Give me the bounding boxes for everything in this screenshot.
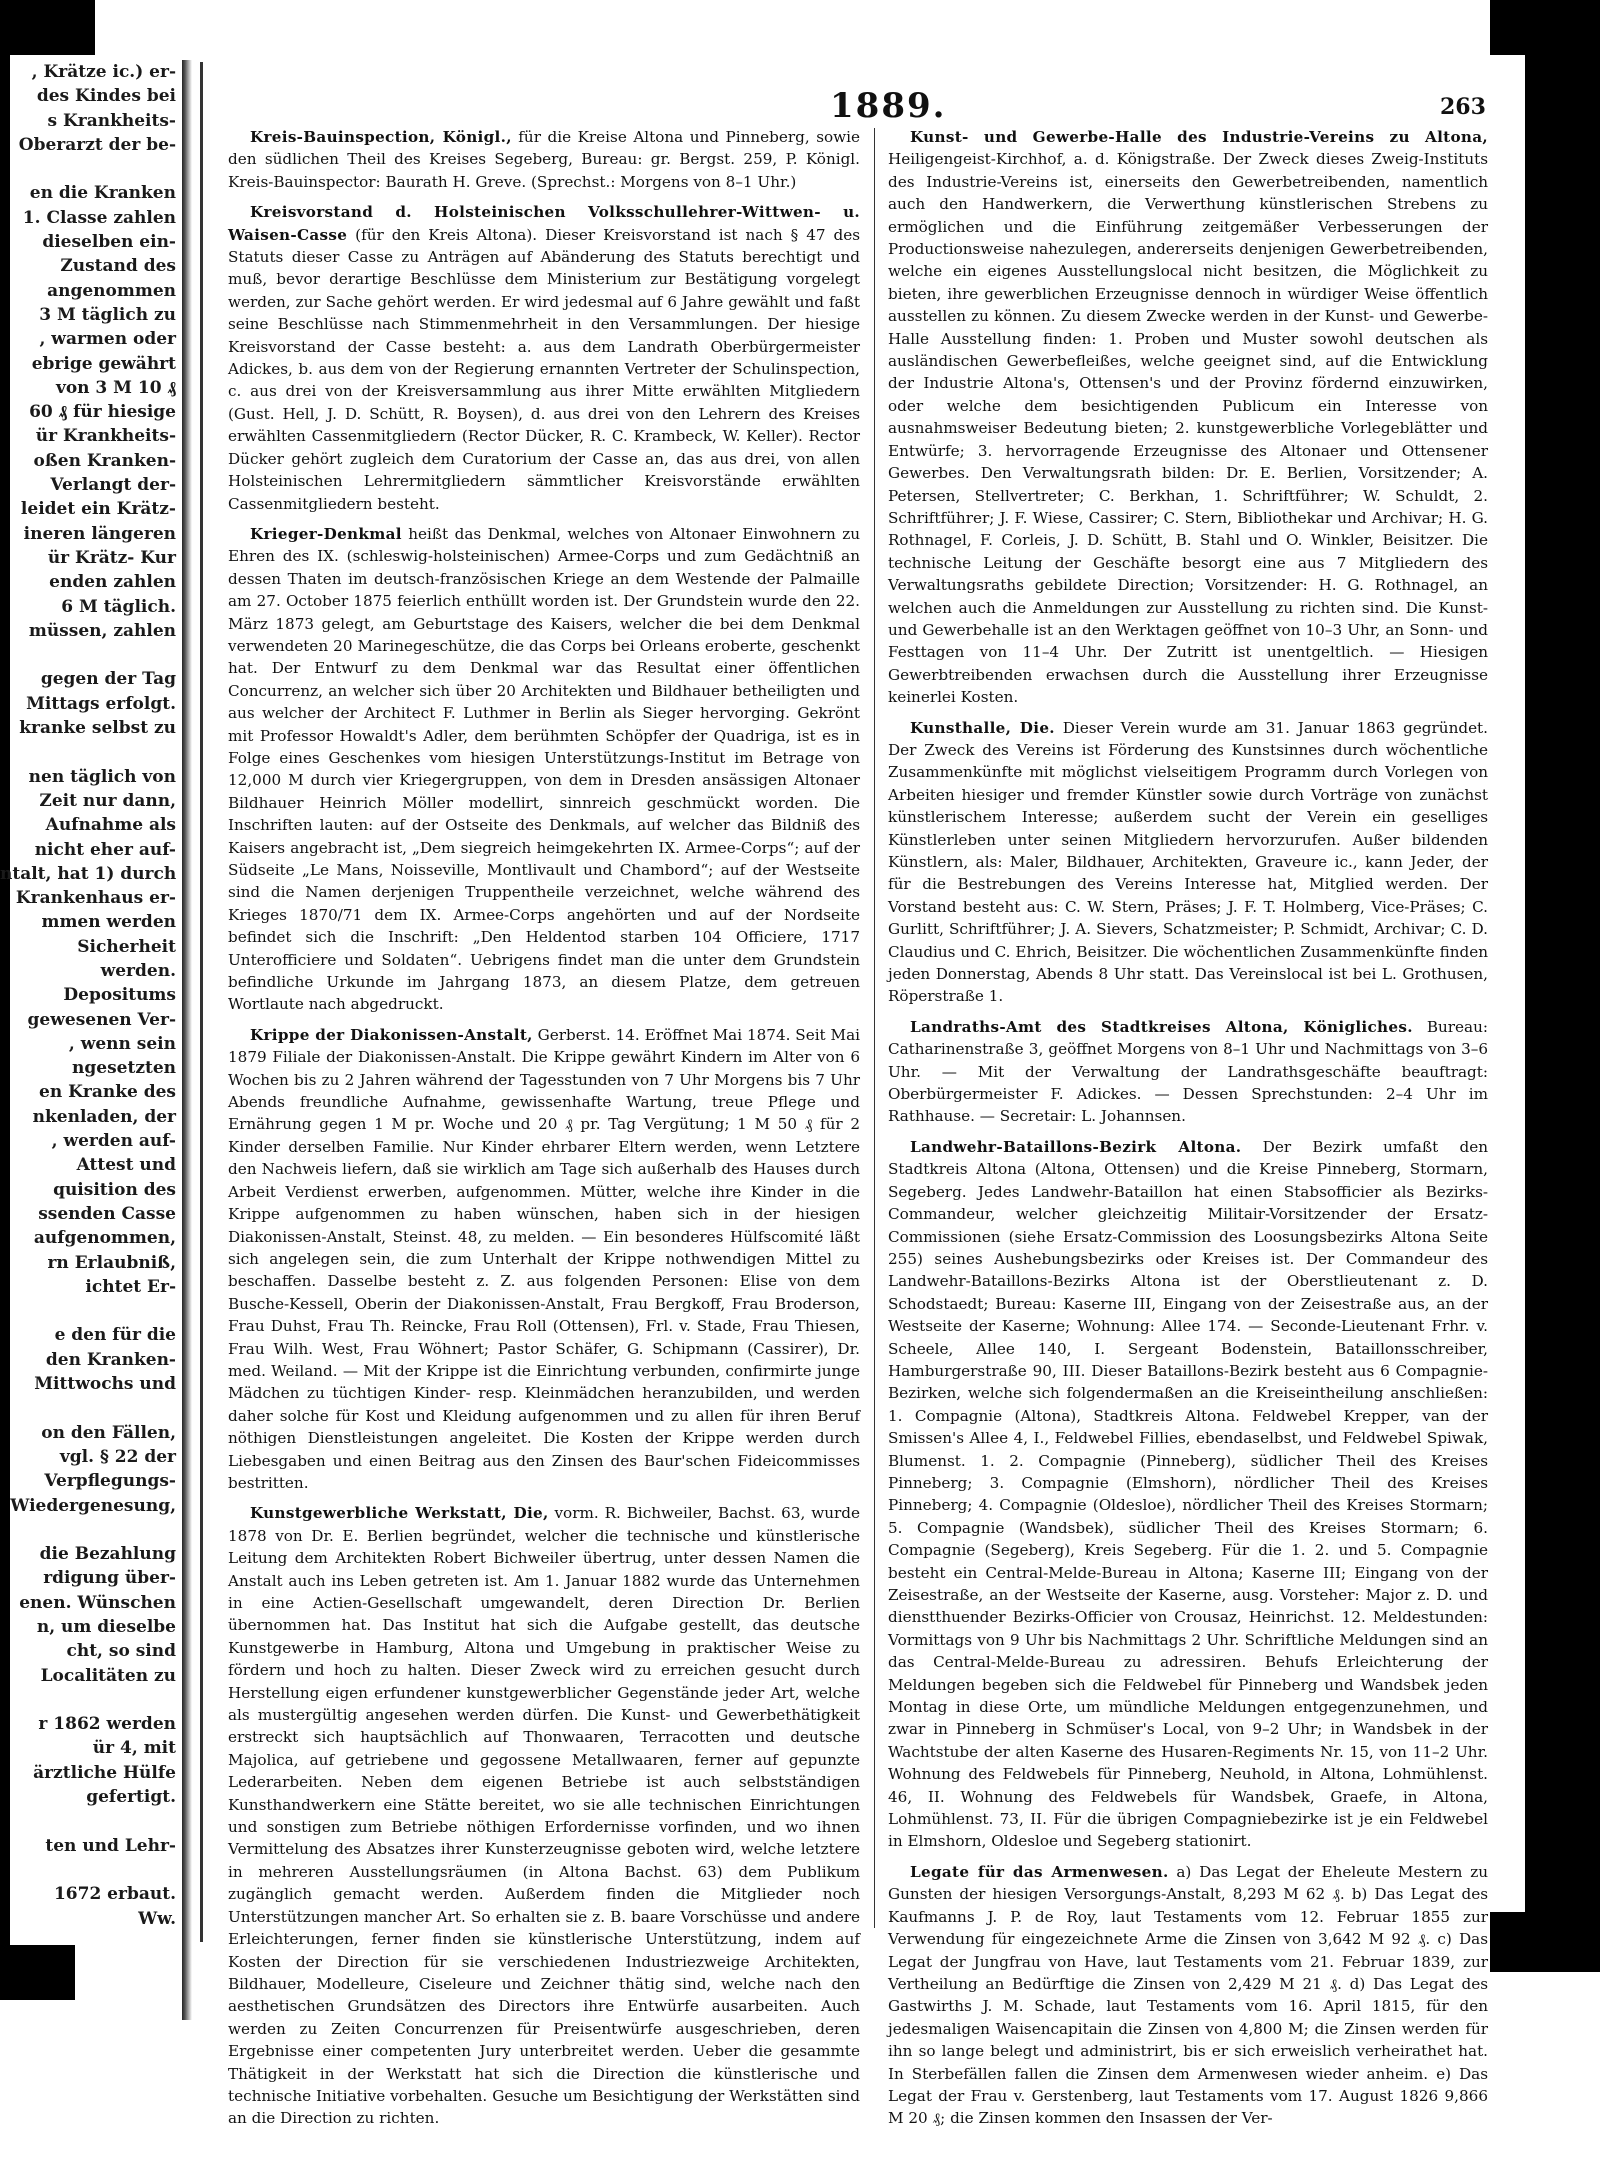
fragment-line: ineren längeren [23,523,176,544]
fragment-line: Mittwochs und [34,1374,176,1395]
fragment-line: ür Krankheits- [35,426,176,447]
fragment-line: en Kranke des [39,1082,176,1103]
entry-text: Gerberst. 14. Eröffnet Mai 1874. Seit Mai 1879 Filiale der Diakonissen-Anstalt. Die Krippe gewährt Kindern im Alter von 6 Wochen bis zu 2 Jahren während der Tagesstunden von 7 Uhr Morgens bis 7 Uhr Abends freundliche Aufnahme, gewissenhafte Wartung, treue Pflege und Ernährung gegen 1 M pr. Woche und 20 ₰ pr. Tag Vergütung; 1 M 50 ₰ für 2 Kinder derselben Familie. Nur Kinder ehrbarer Eltern werden, wenn Letztere den Nachweis liefern, daß sie wirklich am Tage sich außerhalb des Hauses durch Arbeit Verdienst erwerben, aufgenommen. Mütter, welche ihre Kinder in die Krippe aufgenommen zu haben wünschen, haben sich in der hiesigen Diakonissen-Anstalt, Steinst. 48, zu melden. — Ein besonderes Hülfscomité läßt sich angelegen sein, die zum Unterhalt der Krippe nothwendigen Mittel zu beschaffen. Dasselbe besteht z. Z. aus folgenden Personen: Elise von dem Busche-Kessell, Oberin der Diakonissen-Anstalt, Frau Bergkoff, Frau Broderson, Frau Duhst, Frau Th. Reincke, Frau Roll (Ottensen), Frl. v. Stade, Frau Thiesen, Frau Wilh. West, Frau Wöhnert; Pastor Schäfer, G. Schipmann (Cassirer), Dr. med. Weiland. — Mit der Krippe ist die Einrichtung verbunden, confirmirte junge Mädchen zu tüchtigen Kinder- resp. Kleinmädchen heranzubilden, und werden daher solche für Kost und Kleidung aufgenommen und zu allen für ihren Beruf nöthigen Dienstleistungen angeleitet. Die Kosten der Krippe werden durch Liebesgaben und einen Beitrag aus den Zinsen des Baur'schen Fideicommisses bestritten. [228,1025,860,1492]
fragment-line: s Krankheits- [47,110,176,131]
fragment-line: vgl. § 22 der [59,1446,176,1467]
fragment-line: Sicherheit [77,936,176,957]
page-header-year: 1889. [830,86,947,126]
page-number: 263 [1440,94,1486,120]
entry-text: Heiligengeist-Kirchhof, a. d. Königstraße. Der Zweck dieses Zweig-Instituts des Industrie-Vereins ist, einerseits den Gewerbetreibenden, namentlich auch den Handwerkern, die Verwerthung künstlerischen Strebens zu ermöglichen und die Einführung zeitgemäßer Verbesserungen der Productionsweise nahezulegen, andererseits denjenigen Gewerbetreibenden, welche ein eigenes Ausstellungslocal nicht besitzen, die Möglichkeit zu bieten, ihre gewerblichen Erzeugnisse dennoch in würdiger Weise öffentlich ausstellen zu können. Zu diesem Zwecke werden in der Kunst- und Gewerbe-Halle Ausstellung finden: 1. Proben und Muster sowohl deutschen als ausländischen Gewerbefleißes, welche geeignet sind, auf die Entwicklung der Industrie Altona's, Ottensen's und der Provinz fördernd einzuwirken, oder welche dem besichtigenden Publicum ein Interesse von ausnahmsweiser Bedeutung bieten; 2. kunstgewerbliche Vorlegeblätter und Entwürfe; 3. hervorragende Erzeugnisse des Altonaer und Ottensener Gewerbes. Den Verwaltungsrath bilden: Dr. E. Berlien, Vorsitzender; A. Petersen, Stellvertreter; C. Berkhan, 1. Schriftführer; W. Schuldt, 2. Schriftführer; J. F. Wiese, Cassirer; C. Stern, Bibliothekar und Archivar; H. G. Rothnagel, F. Corleis, J. D. Schütt, B. Stahl und O. Winkler, Beisitzer. Die technische Leitung der Geschäfte besorgt eine aus 7 Mitgliedern des Verwaltungsraths gebildete Direction; Vorsitzender: H. G. Rothnagel, an welchen auch die Anmeldungen zur Ausstellung zu richten sind. Die Kunst- und Gewerbehalle ist an den Werktagen geöffnet von 10–3 Uhr, an Sonn- und Festtagen von 11–4 Uhr. Der Zutritt ist unentgeltlich. — Hiesigen Gewerbtreibenden erwachsen durch die Ausstellung ihrer Erzeugnisse keinerlei Kosten. [888,150,1488,707]
fragment-line: werden. [100,960,176,981]
fragment-line: den Kranken- [45,1349,176,1370]
entry-heading: Krippe der Diakonissen-Anstalt, [250,1025,533,1044]
fragment-line: enen. Wünschen [19,1592,176,1613]
fragment-line [0,1809,178,1833]
entry-text: Der Bezirk umfaßt den Stadtkreis Altona (Altona, Ottensen) und die Kreise Pinneberg, Stormarn, Segeberg. Jedes Landwehr-Bataillon hat einen Stabsofficier als Bezirks-Commandeur, welcher gleichzeitig Militair-Vorsitzender der Ersatz-Commissionen (siehe Ersatz-Commission des Loosungsbezirks Altona Seite 255) seines Aushebungsbezirks oder Kreises ist. Der Commandeur des Landwehr-Bataillons-Bezirks Altona ist der Oberstlieutenant z. D. Schodstaedt; Bureau: Kaserne III, Eingang von der Zeisestraße aus, an der Westseite der Kaserne; Wohnung: Allee 174. — Seconde-Lieutenant Frhr. v. Scheele, Allee 140, I. Sergeant Bodenstein, Bataillonsschreiber, Hamburgerstraße 90, III. Dieser Bataillons-Bezirk besteht aus 6 Compagnie-Bezirken, welche sich folgendermaßen an die Kreiseintheilung anschließen: 1. Compagnie (Altona), Stadtkreis Altona. Feldwebel Krepper, van der Smissen's Allee 4, I., Feldwebel Fillies, ebendaselbst, und Feldwebel Spiwak, Blumenst. 1. 2. Compagnie (Pinneberg), südlicher Theil des Kreises Pinneberg; 3. Compagnie (Elmshorn), nördlicher Theil des Kreises Pinneberg; 4. Compagnie (Oldesloe), nördlicher Theil des Kreises Stormarn; 5. Compagnie (Wandsbek), südlicher Theil des Kreises Stormarn; 6. Compagnie (Segeberg), Kreis Segeberg. Für die 1. 2. und 5. Compagnie besteht ein Central-Melde-Bureau in Altona; Kaserne III; Eingang von der Zeisestraße, an der Westseite der Kaserne, ausg. Vorsteher: Major z. D. und dienstthuender Bezirks-Officier von Crousaz, Heinrichst. 12. Meldestunden: Vormittags von 9 Uhr bis Nachmittags 2 Uhr. Schriftliche Meldungen sind an das Central-Melde-Bureau zu adressiren. Behufs Erleichterung der Meldungen begeben sich die Feldwebel für Pinneberg und Wandsbek jeden Montag in diese Orte, um mündliche Meldungen entgegenzunehmen, und zwar in Pinneberg in Schmüser's Local, von 9–2 Uhr; in Wandsbek in der Wachtstube der alten Kaserne des Husaren-Regiments Nr. 15, von 11–2 Uhr. Wohnung des Feldwebels für Pinneberg, Neuhold, in Altona, Lohmühlenst. 46, II. Wohnung des Feldwebels für Wandsbek, Graefe, in Altona, Lohmühlenst. 73, II. Für die übrigen Compagniebezirke ist je ein Feldwebel in Elmshorn, Oldesloe und Segeberg stationirt. [888,1137,1489,1851]
fragment-line: on den Fällen, [41,1422,176,1443]
fragment-line: , warmen oder [39,329,176,350]
fragment-line: rdigung über- [43,1568,176,1589]
fragment-line: enden zahlen [49,572,176,593]
fragment-line: Krankenhaus er- [15,888,176,909]
entry-heading: Legate für das Armenwesen. [910,1862,1169,1881]
entry-heading: Kunstgewerbliche Werkstatt, Die, [250,1504,549,1523]
fragment-line: gefertigt. [86,1787,176,1808]
fragment-line [0,1858,178,1882]
fragment-line: die Bezahlung [39,1544,176,1565]
fragment-line: dieselben ein- [42,232,176,253]
fragment-line: ten und Lehr- [45,1835,176,1856]
fragment-line: Zeit nur dann, [39,790,176,811]
fragment-line: nicht eher auf- [34,839,176,860]
directory-entry [888,1136,1488,1853]
fragment-line: Ww. [138,1908,176,1929]
entry-text: für die Kreise Altona und Pinneberg, sowie den südlichen Theil des Kreises Segeberg, Bureau: gr. Bergst. 259, P. Königl. Kreis-Bauinspector: Baurath H. Greve. (Sprechst.: Morgens von 8–1 Uhr.) [228,128,860,191]
column-divider [874,128,875,1928]
fragment-line: Oberarzt der be- [18,134,176,155]
gutter-rule [200,62,203,1942]
previous-page-fragment [0,60,178,1929]
fragment-line: ür 4, mit [92,1738,176,1759]
directory-entry [228,1502,860,2129]
fragment-line [0,1518,178,1542]
fragment-line: gegen der Tag [40,669,176,690]
entry-heading: Kunsthalle, Die. [910,718,1055,737]
fragment-line: quisition des [53,1179,176,1200]
fragment-line: ichtet Er- [85,1276,176,1297]
fragment-line: 6 M täglich. [61,596,176,617]
left-column [228,126,860,2138]
directory-entry [228,201,860,515]
fragment-line: ür Krätz- Kur [47,547,176,568]
directory-entry [888,1016,1488,1128]
fragment-line [0,643,178,667]
fragment-line: nkenladen, der [32,1106,176,1127]
fragment-line [0,1688,178,1712]
book-gutter [182,60,192,2020]
fragment-line: r 1862 werden [38,1714,176,1735]
fragment-line: leidet ein Krätz- [20,499,176,520]
fragment-line: , Krätze ic.) er- [31,62,176,82]
entry-text: a) Das Legat der Eheleute Mestern zu Gunsten der hiesigen Versorgungs-Anstalt, 8,293 M 62 ₰. b) Das Legat des Kaufmanns J. P. de Roy, laut Testaments vom 12. Februar 1855 zur Verwendung für eingezeichnete Arme die Zinsen von 3,642 M 92 ₰. c) Das Legat der Jungfrau von Have, laut Testaments vom 21. Februar 1839, zur Vertheilung an Bedürftige die Zinsen von 2,429 M 21 ₰. d) Das Legat des Gastwirths J. M. Schade, laut Testaments vom 16. April 1815, für den jedesmaligen Waisencapitain die Zinsen von 4,800 M; die Zinsen werden für ihn so lange belegt und administrirt, bis er sich erweislich verheirathet hat. In Sterbefällen fallen die Zinsen dem Armenwesen wieder anheim. e) Das Legat der Frau v. Gerstenberg, laut Testaments vom 17. August 1826 9,866 M 20 ₰; die Zinsen kommen den Insassen der Ver- [888,1862,1488,2128]
fragment-line: angenommen [47,280,176,301]
fragment-line: e den für die [54,1325,176,1346]
fragment-line: Zustand des [60,256,176,277]
entry-heading: Kreis-Bauinspection, Königl., [250,128,512,146]
fragment-line: Verpflegungs- [44,1471,176,1492]
fragment-line: en die Kranken [29,183,176,204]
entry-text: Dieser Verein wurde am 31. Januar 1863 gegründet. Der Zweck des Vereins ist Förderung des Kunstsinnes durch wöchentliche Zusammenkünfte mit möglichst vielseitigem Programm durch Vorlegen von Arbeiten hiesiger und fremder Künstler sowie durch Vorträge von zunächst künstlerischem Interesse; außerdem sucht der Verein ein geselliges Künstlerleben unter seinen Mitgliedern hervorzurufen. Außer bildenden Künstlern, als: Maler, Bildhauer, Architekten, Graveure ic., kann Jeder, der für die Bestrebungen des Vereins Interesse hat, Mitglied werden. Der Vorstand besteht aus: C. W. Stern, Präses; J. F. T. Holmberg, Vice-Präses; C. Gurlitt, Schriftführer; J. A. Sievers, Schatzmeister; P. Schmidt, Archivar; C. D. Claudius und C. Ehrich, Beisitzer. Die wöchentlichen Zusammenkünfte finden jeden Donnerstag, Abends 8 Uhr statt. Das Vereinslocal ist bei L. Grothusen, Röperstraße 1. [888,718,1488,1006]
fragment-line: n, um dieselbe [36,1617,176,1637]
fragment-line: oßen Kranken- [33,450,176,471]
entry-heading: Landwehr-Bataillons-Bezirk Altona. [910,1137,1242,1156]
entry-heading: Krieger-Denkmal [250,524,402,543]
fragment-line: Depositums [63,985,176,1006]
fragment-line: aufgenommen, [33,1228,176,1249]
fragment-line: gewesenen Ver- [27,1009,176,1030]
fragment-line: 1. Classe zahlen [22,207,176,228]
right-column [888,126,1488,2138]
directory-entry [888,717,1488,1008]
fragment-line: mmen werden [41,912,176,933]
directory-entry [888,1861,1488,2130]
entry-text: (für den Kreis Altona). Dieser Kreisvorstand ist nach § 47 des Statuts dieser Casse zu Anträgen auf Abänderung des Statuts berechtigt und muß, bevor derartige Beschlüsse dem Ministerium zur Bestätigung vorgelegt werden, zur Sache gehört werden. Er wird jedesmal auf 6 Jahre gewählt und faßt seine Beschlüsse nach Stimmenmehrheit in den Versammlungen. Der hiesige Kreisvorstand der Casse besteht: a. aus dem Landrath Oberbürgermeister Adickes, b. aus dem von der Regierung ernannten Vertreter der Schulinspection, c. aus drei von der Kreisversammlung aus ihrer Mitte erwählten Mitgliedern (Gust. Hell, J. D. Schütt, R. Boysen), d. aus drei von den Lehrern des Kreises erwählten Cassenmitgliedern (Rector Dücker, R. C. Krambeck, W. Keller). Rector Dücker gehört zugleich dem Curatorium der Casse an, das aus drei, von allen Holsteinischen Lehrermitgliedern sämmtlicher Kreisvorstände erwählten Cassenmitgliedern besteht. [228,225,860,513]
fragment-line: , werden auf- [51,1131,176,1152]
fragment-line: ntalt, hat 1) durch [0,863,177,884]
directory-entry [888,126,1488,709]
entry-heading: Landraths-Amt des Stadtkreises Altona, Königliches. [910,1017,1413,1036]
directory-entry [228,1024,860,1495]
fragment-line [0,1299,178,1323]
fragment-line: ssenden Casse [38,1203,176,1224]
entry-text: heißt das Denkmal, welches von Altonaer Einwohnern zu Ehren des IX. (schleswig-holsteinischen) Armee-Corps und zum Gedächtniß an dessen Thaten im deutsch-französischen Kriege an dem Westende der Palmaille am 27. October 1875 feierlich enthüllt worden ist. Der Grundstein wurde den 22. März 1873 gelegt, am Geburtstage des Kaisers, welcher die bei dem Denkmal verwendeten 20 Marinegeschütze, die das Corps bei Orleans eroberte, geschenkt hat. Der Entwurf zu dem Denkmal war das Resultat einer öffentlichen Concurrenz, an welcher sich über 20 Architekten und Bildhauer betheiligten und aus welcher der Architect F. Luthmer in Berlin als Sieger hervorging. Gekrönt mit Professor Howaldt's Adler, dem berühmten Schöpfer der Quadriga, ist es in Folge eines Geschenkes vom hiesigen Unterstützungs-Institut im Betrage von 12,000 M durch vier Kriegergruppen, von dem in Dresden ansässigen Altonaer Bildhauer Heinrich Möller modellirt, sinnreich geschmückt worden. Die Inschriften lauten: auf der Ostseite des Denkmals, auf welcher das Bildniß des Kaisers angebracht ist, „Dem siegreich heimgekehrten IX. Armee-Corps“; auf der Südseite „Le Mans, Noisseville, Montlivault und Chambord“; auf der Westseite sind die Namen derjenigen Truppentheile verzeichnet, welche während des Krieges 1870/71 dem IX. Armee-Corps angehörten und auf der Nordseite befindet sich die Inschrift: „Den Heldentod starben 104 Officiere, 1717 Unterofficiere und Soldaten“. Uebrigens findet man die unter dem Grundstein befindliche Urkunde im Jahrgang 1873, an diesem Platze, dem getreuen Wortlaute nach abgedruckt. [228,524,860,1014]
fragment-line: cht, so sind [66,1641,176,1662]
fragment-line [0,1396,178,1420]
fragment-line: Mittags erfolgt. [26,693,176,714]
fragment-line [0,740,178,764]
entry-heading: Kreisvorstand d. Holsteinischen Volksschullehrer-Wittwen- u. Waisen-Casse [228,203,860,244]
entry-text: Bureau: Catharinenstraße 3, geöffnet Morgens von 8–1 Uhr und Nachmittags von 3–6 Uhr. — Mit der Verwaltung der Landrathsgeschäfte beauftragt: Oberbürgermeister F. Adickes. — Dessen Sprechstunden: 2–4 Uhr im Rathhause. — Secretair: L. Johannsen. [888,1017,1488,1126]
fragment-line: ngesetzten [72,1058,176,1079]
fragment-line: Localitäten zu [40,1665,176,1686]
fragment-line: kranke selbst zu [19,718,176,739]
fragment-line: des Kindes bei [36,86,176,107]
fragment-line: Attest und [76,1155,176,1176]
fragment-line: , wenn sein [68,1033,176,1054]
fragment-line: Wiedergenesung, [10,1495,176,1516]
fragment-line: Verlangt der- [50,475,176,496]
fragment-line: müssen, zahlen [28,620,176,641]
fragment-line [0,157,178,181]
fragment-line: rn Erlaubniß, [47,1252,176,1273]
fragment-line: Aufnahme als [45,815,176,836]
directory-entry [228,126,860,193]
fragment-line: ärztliche Hülfe [33,1762,176,1783]
directory-entry [228,523,860,1016]
entry-text: vorm. R. Bichweiler, Bachst. 63, wurde 1878 von Dr. E. Berlien begründet, welcher die technische und künstlerische Leitung dem Architekten Robert Bichweiler übertrug, unter dessen Namen die Anstalt auch ins Leben getreten ist. Am 1. Januar 1882 wurde das Unternehmen in eine Actien-Gesellschaft umgewandelt, deren Direction Dr. Berlien übernommen hat. Das Institut hat sich die Aufgabe gestellt, das deutsche Kunstgewerbe in Hamburg, Altona und Umgebung in praktischer Weise zu fördern und hoch zu halten. Dieser Zweck wird zu erreichen gesucht durch Herstellung eigen erfundener kunstgewerblicher Gegenstände jeder Art, welche als mustergültig angesehen werden dürfen. Die Kunst- und Gewerbethätigkeit erstreckt sich hauptsächlich auf Thonwaaren, Terracotten und deutsche Majolica, auf getriebene und gegossene Metallwaaren, ferner auf gepunzte Lederarbeiten. Neben dem eigenen Betriebe ist auch selbstständigen Kunsthandwerkern eine Stätte bereitet, wo sie alle technischen Einrichtungen und sonstigen zum Betriebe nöthigen Erfordernisse vorfinden, und wo ihnen Vermittelung des Absatzes ihrer Kunsterzeugnisse geboten wird, welche letztere in mehreren Ausstellungsräumen (in Altona Bachst. 63) dem Publikum zugänglich gemacht werden. Außerdem finden die Mitglieder noch Unterstützungen mancher Art. So erhalten sie z. B. baare Vorschüsse und andere Erleichterungen, ferner finden sie künstlerische Unterstützung, indem auf Kosten der Direction für sie verschiedenen Industriezweige Architekten, Bildhauer, Modelleure, Ciseleure und Zeichner thätig sind, welche nach den aesthetischen Grundsätzen des Directors ihre Entwürfe ausarbeiten. Auch werden zu Zeiten Concurrenzen für Preisentwürfe ausgeschrieben, deren Ergebnisse einer competenten Jury unterbreitet werden. Ueber die gesammte Thätigkeit in der Werkstatt hat sich die Direction die künstlerische und technische Initiative vorbehalten. Gesuche um Besichtigung der Werkstätten sind an die Direction zu richten. [228,1504,860,2128]
fragment-line: ebrige gewährt [31,353,176,374]
fragment-line: 3 M täglich zu [39,304,176,325]
fragment-line: von 3 M 10 ₰ [55,377,176,398]
entry-heading: Kunst- und Gewerbe-Halle des Industrie-Vereins zu Altona, [910,128,1488,146]
fragment-line: 1672 erbaut. [53,1884,176,1905]
fragment-line: nen täglich von [28,766,176,787]
fragment-line: 60 ₰ für hiesige [29,402,176,423]
